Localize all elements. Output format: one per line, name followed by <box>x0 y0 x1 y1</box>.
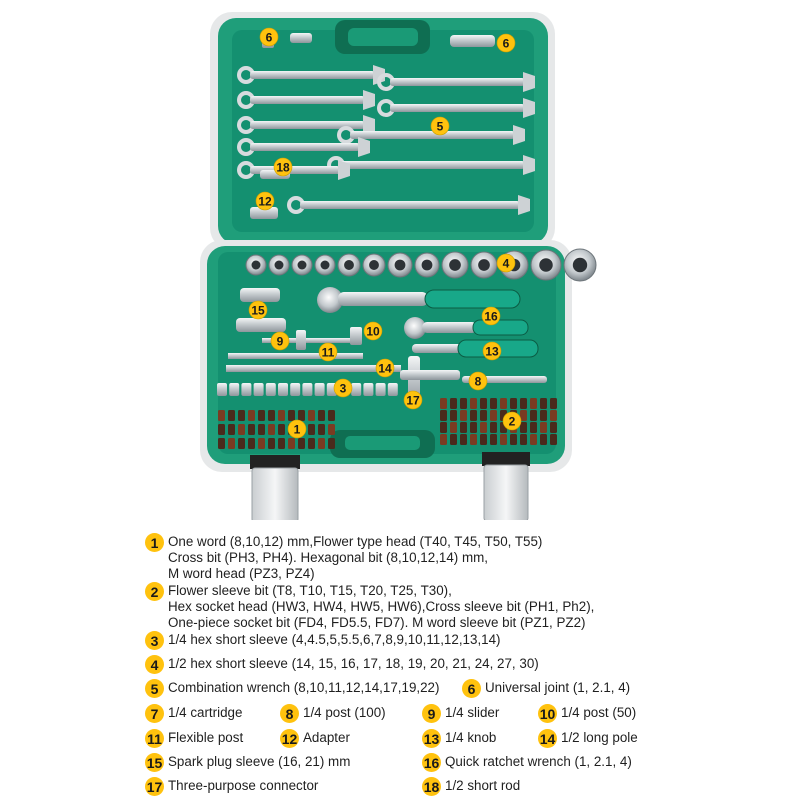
marker-number: 12 <box>258 194 272 209</box>
bit <box>550 398 557 409</box>
bit <box>318 438 325 449</box>
bit <box>530 434 537 445</box>
legend-item-13 <box>422 729 496 748</box>
bit <box>268 410 275 421</box>
legend-item-4 <box>145 655 539 674</box>
photo-number-marker <box>274 158 292 176</box>
photo-number-marker <box>256 192 274 210</box>
bit <box>328 424 335 435</box>
marker-number: 10 <box>366 324 380 339</box>
socket-bore <box>478 259 490 271</box>
bit <box>248 424 255 435</box>
legend-item-7 <box>145 704 242 723</box>
photo-number-marker <box>482 307 500 325</box>
legend-number-badge: 2 <box>145 582 164 601</box>
marker-number: 17 <box>406 393 420 408</box>
bit <box>228 424 235 435</box>
socket-bore <box>573 258 587 272</box>
bit <box>440 422 447 433</box>
bit <box>318 424 325 435</box>
legend-text: One word (8,10,12) mm,Flower type head (T40, T45, T50, T55) Cross bit (PH3, PH4). Hexagonal bit (8,10,12,14) mm, M word head (PZ3, PZ4) <box>168 534 543 581</box>
legend-text: 1/4 post (100) <box>303 705 386 720</box>
small-socket <box>302 383 312 396</box>
bit <box>550 434 557 445</box>
marker-number: 9 <box>276 334 284 349</box>
small-socket <box>388 383 398 396</box>
legend-number-badge: 13 <box>423 730 440 747</box>
legend-number-badge: 16 <box>423 754 440 771</box>
bit <box>500 398 507 409</box>
marker-number: 4 <box>502 256 510 271</box>
legend-text: 1/4 post (50) <box>561 705 637 720</box>
socket-bore <box>449 259 461 271</box>
legend-number-badge: 4 <box>145 655 164 674</box>
bit <box>460 422 467 433</box>
bit <box>460 410 467 421</box>
legend-text: Combination wrench (8,10,11,12,14,17,19,22) <box>168 680 440 695</box>
photo-number-marker <box>376 359 394 377</box>
photo-number-marker <box>431 117 449 135</box>
bit <box>450 434 457 445</box>
bit <box>490 422 497 433</box>
bit <box>268 438 275 449</box>
bit <box>520 398 527 409</box>
bit <box>450 410 457 421</box>
legend-number-badge: 17 <box>146 778 163 795</box>
marker-number: 5 <box>436 119 444 134</box>
bit <box>318 410 325 421</box>
bit <box>510 398 517 409</box>
legend-item-11 <box>145 729 243 748</box>
bit <box>470 410 477 421</box>
legend-number-badge: 7 <box>145 704 164 723</box>
bit <box>238 424 245 435</box>
quarter-inch-socket-row <box>217 383 398 396</box>
legend-number-badge: 1 <box>145 533 164 552</box>
marker-number: 1 <box>293 422 301 437</box>
legend-number-badge: 3 <box>145 631 164 650</box>
marker-number: 16 <box>484 309 498 324</box>
bit <box>550 422 557 433</box>
bit <box>278 410 285 421</box>
photo-number-marker <box>497 34 515 52</box>
bit <box>238 438 245 449</box>
legend-text: Adapter <box>303 730 350 745</box>
legend-text: Flower sleeve bit (T8, T10, T15, T20, T25, T30), Hex socket head (HW3, HW4, HW5, HW6),Cross sleeve bit (PH1, Ph2), One-piece socket bit (FD4, FD5.5, FD7). M word sleeve bit (PZ1, PZ2) <box>168 583 595 630</box>
bit <box>248 410 255 421</box>
photo-number-marker <box>249 301 267 319</box>
legend-item-12 <box>280 729 350 748</box>
bit <box>520 422 527 433</box>
bit <box>480 422 487 433</box>
legend-item-2 <box>145 582 594 631</box>
bit <box>520 434 527 445</box>
photo-number-marker <box>503 412 521 430</box>
legend-item-16 <box>422 753 632 772</box>
bit <box>258 438 265 449</box>
bit <box>540 398 547 409</box>
photo-number-marker <box>404 391 422 409</box>
socket-bore <box>344 260 354 270</box>
bit <box>530 398 537 409</box>
socket-bore <box>539 258 553 272</box>
socket-bore <box>422 260 433 271</box>
photo-number-marker <box>334 379 352 397</box>
legend-text: 1/4 knob <box>445 730 497 745</box>
bit <box>470 398 477 409</box>
legend-item-5 <box>145 679 439 698</box>
legend-item-9 <box>422 704 499 723</box>
legend-number-badge: 8 <box>280 704 299 723</box>
marker-number: 3 <box>339 381 347 396</box>
bit <box>298 438 305 449</box>
legend-text: Three-purpose connector <box>168 778 319 793</box>
bit <box>218 410 225 421</box>
parts-legend <box>0 520 800 800</box>
bit <box>308 438 315 449</box>
cartridge <box>290 33 312 43</box>
bit <box>328 410 335 421</box>
bit <box>470 434 477 445</box>
legend-number-badge: 9 <box>422 704 441 723</box>
marker-number: 2 <box>508 414 516 429</box>
bit <box>238 410 245 421</box>
bit <box>228 410 235 421</box>
small-socket <box>290 383 300 396</box>
bit <box>440 410 447 421</box>
legend-text: 1/2 hex short sleeve (14, 15, 16, 17, 18, 19, 20, 21, 24, 27, 30) <box>168 656 539 671</box>
legend-item-1 <box>145 533 542 582</box>
marker-number: 14 <box>378 361 392 376</box>
socket-bore <box>275 261 284 270</box>
marker-number: 6 <box>502 36 510 51</box>
bit <box>540 434 547 445</box>
small-socket <box>363 383 373 396</box>
legend-number-badge: 15 <box>146 754 163 771</box>
bit <box>540 422 547 433</box>
legend-item-8 <box>280 704 386 723</box>
bit <box>480 410 487 421</box>
bit <box>218 438 225 449</box>
small-socket <box>278 383 288 396</box>
socket-bore <box>252 261 261 270</box>
bit <box>268 424 275 435</box>
bit <box>308 424 315 435</box>
marker-number: 11 <box>321 345 335 360</box>
bit <box>470 422 477 433</box>
legend-number-badge: 11 <box>145 729 164 748</box>
socket-bore <box>369 260 379 270</box>
photo-number-marker <box>319 343 337 361</box>
legend-text: 1/2 long pole <box>561 730 638 745</box>
bit <box>450 422 457 433</box>
legend-number-badge: 14 <box>539 730 556 747</box>
legend-text: 1/4 slider <box>445 705 500 720</box>
bit <box>450 398 457 409</box>
bit <box>460 434 467 445</box>
bit <box>288 410 295 421</box>
small-socket <box>254 383 264 396</box>
bit <box>550 410 557 421</box>
legend-number-badge: 5 <box>145 679 164 698</box>
small-socket <box>229 383 239 396</box>
bit <box>218 424 225 435</box>
small-socket <box>376 383 386 396</box>
legend-item-17 <box>145 777 318 796</box>
legend-item-10 <box>538 704 636 723</box>
legend-number-badge: 18 <box>423 778 440 795</box>
marker-number: 18 <box>276 160 290 175</box>
universal-joint <box>450 35 495 47</box>
legend-text: Spark plug sleeve (16, 21) mm <box>168 754 351 769</box>
legend-text: 1/4 hex short sleeve (4,4.5,5,5.5,6,7,8,9,10,11,12,13,14) <box>168 632 501 647</box>
case-latch-right <box>482 452 530 520</box>
legend-item-18 <box>422 777 520 796</box>
bit <box>248 438 255 449</box>
bit <box>298 410 305 421</box>
legend-text: Flexible post <box>168 730 244 745</box>
photo-number-marker <box>288 420 306 438</box>
bit <box>460 398 467 409</box>
bit <box>480 398 487 409</box>
bit <box>540 410 547 421</box>
marker-number: 13 <box>485 344 499 359</box>
photo-number-marker <box>469 372 487 390</box>
bit <box>530 422 537 433</box>
case-latch-left <box>250 455 300 520</box>
bit <box>440 434 447 445</box>
photo-number-marker <box>483 342 501 360</box>
socket-bore <box>298 261 307 270</box>
legend-text: 1/4 cartridge <box>168 705 243 720</box>
bit <box>228 438 235 449</box>
bit <box>440 398 447 409</box>
small-socket <box>351 383 361 396</box>
small-socket <box>241 383 251 396</box>
legend-item-15 <box>145 753 350 772</box>
legend-item-14 <box>538 729 638 748</box>
bit <box>490 434 497 445</box>
small-socket <box>266 383 276 396</box>
socket-bore <box>321 261 330 270</box>
bit <box>258 424 265 435</box>
bit <box>278 438 285 449</box>
bit <box>500 434 507 445</box>
marker-number: 6 <box>265 30 273 45</box>
bit <box>490 410 497 421</box>
legend-number-badge: 10 <box>539 705 556 722</box>
legend-number-badge: 6 <box>462 679 481 698</box>
photo-number-marker <box>271 332 289 350</box>
bit <box>278 424 285 435</box>
bit <box>328 438 335 449</box>
small-socket <box>217 383 227 396</box>
legend-text: 1/2 short rod <box>445 778 521 793</box>
photo-number-marker <box>260 28 278 46</box>
legend-number-badge: 12 <box>281 730 298 747</box>
legend-item-6 <box>462 679 630 698</box>
legend-text: Universal joint (1, 2.1, 4) <box>485 680 631 695</box>
legend-item-3 <box>145 631 501 650</box>
photo-number-marker <box>497 254 515 272</box>
photo-number-marker <box>364 322 382 340</box>
socket-bore <box>395 260 406 271</box>
bit <box>510 434 517 445</box>
small-socket <box>315 383 325 396</box>
bit <box>530 410 537 421</box>
marker-number: 15 <box>251 303 265 318</box>
bit <box>258 410 265 421</box>
legend-text: Quick ratchet wrench (1, 2.1, 4) <box>445 754 632 769</box>
bit <box>480 434 487 445</box>
bit <box>490 398 497 409</box>
marker-number: 8 <box>474 374 482 389</box>
bit <box>288 438 295 449</box>
bit <box>308 410 315 421</box>
